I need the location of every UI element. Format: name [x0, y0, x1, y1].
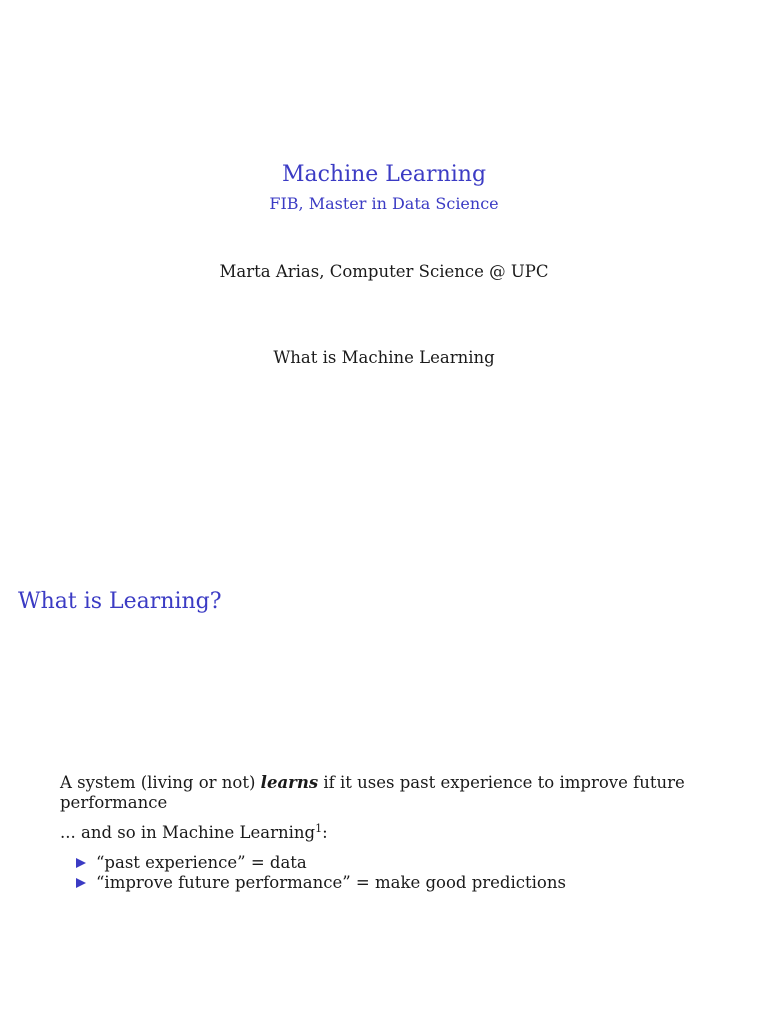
- triangle-bullet-icon: [76, 878, 86, 888]
- definition-text-after: if it uses past experience to improve future performance: [60, 773, 685, 812]
- learning-definition: [60, 773, 700, 813]
- slide-author: Marta Arias, Computer Science @ UPC: [219, 262, 549, 281]
- triangle-bullet-icon: [76, 858, 86, 868]
- ml-intro-colon: :: [322, 823, 328, 842]
- bullet-text: “improve future performance” = make good predictions: [96, 873, 566, 892]
- slide-topic: What is Machine Learning: [273, 348, 495, 367]
- definition-emphasis: learns: [260, 773, 319, 792]
- ml-intro-text: ... and so in Machine Learning: [60, 823, 316, 842]
- footnote-mark: 1: [315, 822, 323, 835]
- bullet-text: “past experience” = data: [96, 853, 307, 872]
- section-heading: What is Learning?: [18, 589, 222, 614]
- definition-text-before: A system (living or not): [60, 773, 261, 792]
- list-item: [60, 853, 700, 873]
- list-item: [60, 873, 700, 893]
- ml-intro-line: [60, 823, 700, 843]
- slide-subtitle: FIB, Master in Data Science: [269, 194, 499, 213]
- slide-title: Machine Learning: [281, 162, 487, 187]
- slide-body: [60, 773, 700, 893]
- bullet-list: [60, 853, 700, 893]
